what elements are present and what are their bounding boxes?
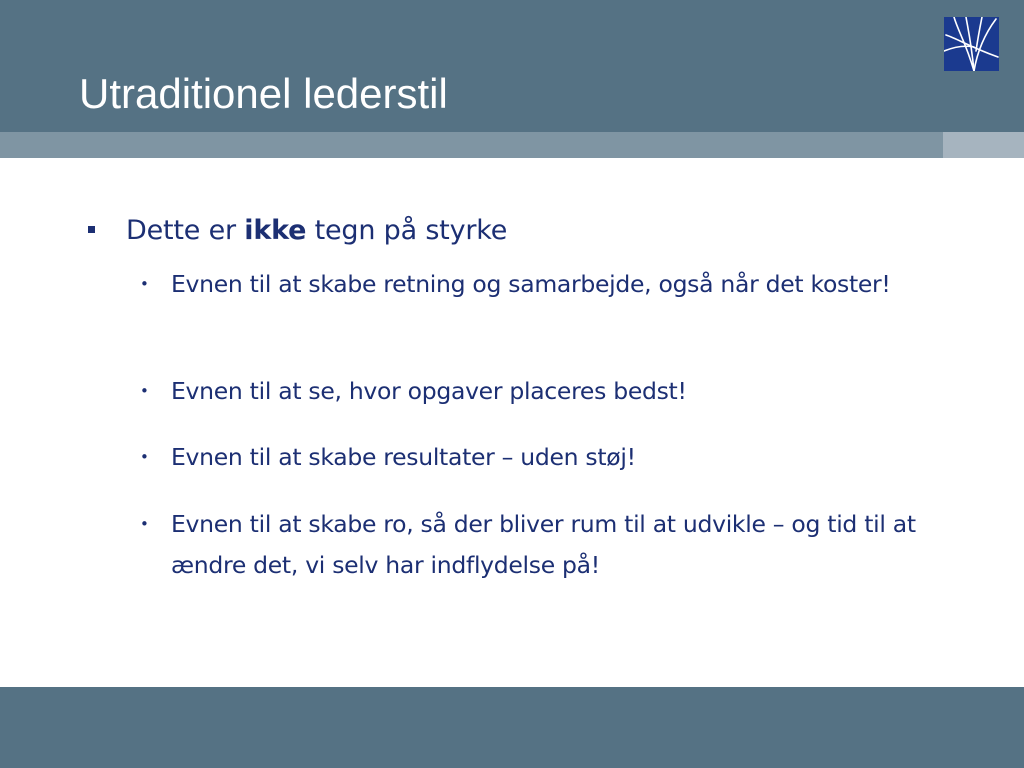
dot-bullet-icon: • [140,515,149,533]
sub-point: Evnen til at se, hvor opgaver placeres bedst! [171,377,687,405]
dot-bullet-icon: • [140,275,149,293]
sub-point: Evnen til at skabe retning og samarbejde, også når det koster! [171,270,891,298]
sub-point: Evnen til at skabe resultater – uden støj! [171,443,636,471]
slide-title: Utraditionel lederstil [79,70,448,117]
main-point-emphasis: ikke [244,215,307,246]
main-point [126,211,507,251]
sub-point: Evnen til at skabe ro, så der bliver rum til at udvikle – og tid til at ændre det, vi selv har indflydelse på! [171,510,916,579]
main-point-text-end: tegn på styrke [306,215,508,246]
main-point-text: Dette er [126,215,245,246]
square-bullet-icon [88,226,95,233]
dot-bullet-icon: • [140,382,149,400]
dot-bullet-icon: • [140,448,149,466]
